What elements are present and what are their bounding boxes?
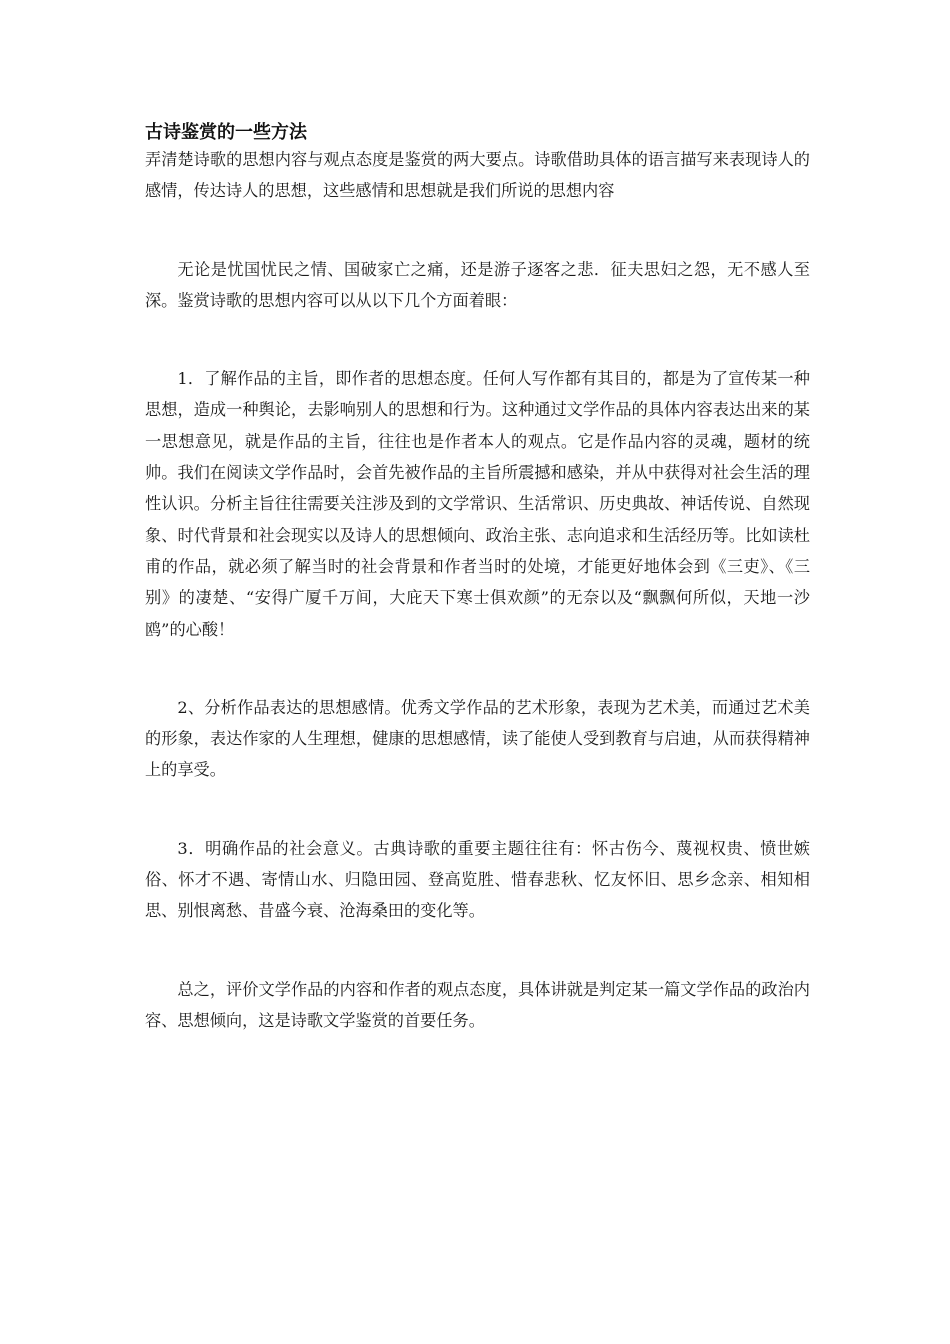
document-page [145,118,810,1036]
paragraph-point-2: 2、分析作品表达的思想感情。优秀文学作品的艺术形象，表现为艺术美，而通过艺术美的形象，表达作家的人生理想，健康的思想感情，读了能使人受到教育与启迪，从而获得精神上的享受。 [145,697,810,780]
paragraph-gap [145,927,810,974]
paragraph-gap [145,207,810,254]
paragraph-gap [145,316,810,363]
paragraph-conclusion: 总之，评价文学作品的内容和作者的观点态度，具体讲就是判定某一篇文学作品的政治内容、思想倾向，这是诗歌文学鉴赏的首要任务。 [145,979,810,1030]
paragraph-emotions: 无论是忧国忧民之情、国破家亡之痛，还是游子逐客之悲．征夫思妇之怨，无不感人至深。鉴赏诗歌的思想内容可以从以下几个方面着眼： [145,259,810,310]
paragraph-gap [145,645,810,692]
document-title: 古诗鉴赏的一些方法 [145,122,307,143]
paragraph-point-3: 3．明确作品的社会意义。古典诗歌的重要主题往往有：怀古伤今、蔑视权贵、愤世嫉俗、怀才不遇、寄情山水、归隐田园、登高览胜、惜春悲秋、忆友怀旧、思乡念亲、相知相思、别恨离愁、昔盛今衰、沧海桑田的变化等。 [145,838,810,921]
paragraph-gap [145,786,810,833]
paragraph-point-1: 1．了解作品的主旨，即作者的思想态度。任何人写作都有其目的，都是为了宣传某一种思想，造成一种舆论，去影响别人的思想和行为。这种通过文学作品的具体内容表达出来的某一思想意见，就是作品的主旨，往往也是作者本人的观点。它是作品内容的灵魂，题材的统帅。我们在阅读文学作品时，会首先被作品的主旨所震撼和感染，并从中获得对社会生活的理性认识。分析主旨往往需要关注涉及到的文学常识、生活常识、历史典故、神话传说、自然现象、时代背景和社会现实以及诗人的思想倾向、政治主张、志向追求和生活经历等。比如读杜甫的作品，就必须了解当时的社会背景和作者当时的处境，才能更好地体会到《三吏》、《三别》的凄楚、“安得广厦千万间，大庇天下寒士俱欢颜”的无奈以及“飘飘何所似，天地一沙鸥”的心酸！ [145,369,810,639]
paragraph-intro: 弄清楚诗歌的思想内容与观点态度是鉴赏的两大要点。诗歌借助具体的语言描写来表现诗人的感情，传达诗人的思想，这些感情和思想就是我们所说的思想内容 [145,150,810,201]
